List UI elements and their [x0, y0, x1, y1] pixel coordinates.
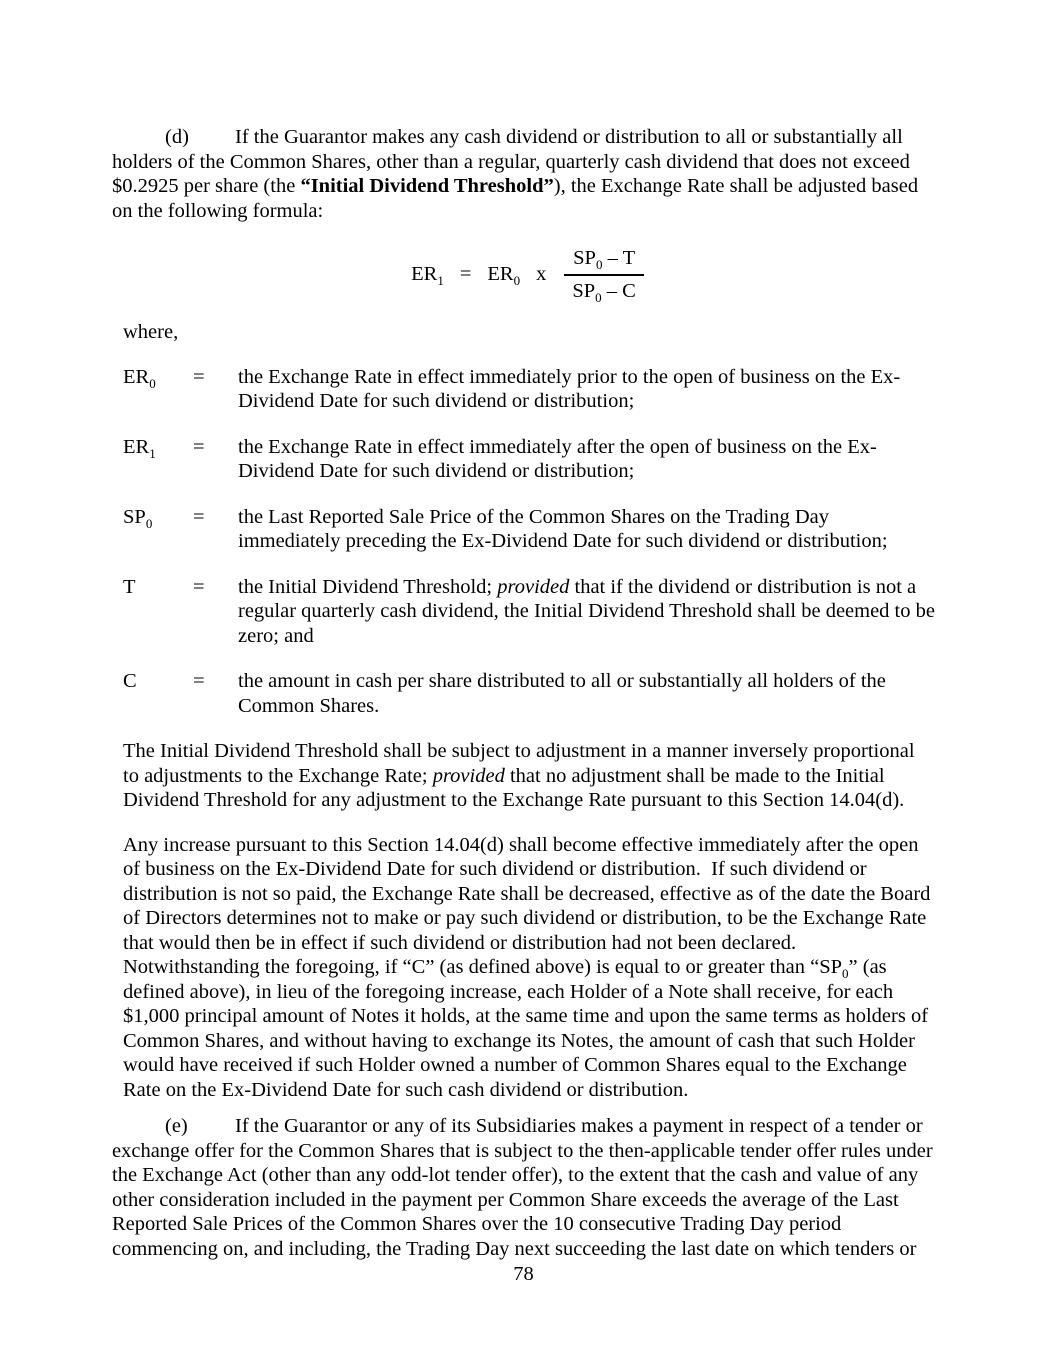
paragraph-e: [112, 1114, 935, 1261]
fraction-numerator: $SP_0$ – T: [564, 246, 644, 276]
page-number: 78: [513, 1263, 534, 1285]
definition-row-t: [123, 575, 935, 649]
definition-term: $SP_0$: [123, 505, 153, 531]
definition-row-er1: [123, 435, 935, 484]
formula-fraction: [564, 246, 644, 303]
definition-equals: =: [193, 575, 205, 598]
formula-lhs-subscript: 1: [437, 273, 444, 289]
paragraph-threshold-adjustment: The Initial Dividend Threshold shall be subject to adjustment in a manner inversely proportional to adjustments to the Exchange Rate; provided that no adjustment shall be made to the Initial Dividend Threshold for any adjustment to the Exchange Rate pursuant to this Section 14.04(d).: [123, 740, 915, 811]
formula-lhs: $ER_1$: [411, 263, 444, 289]
paragraph-d-label: (d): [165, 126, 189, 148]
fraction-denominator: $SP_0$ – C: [572, 279, 636, 305]
definition-term: $ER_1$: [123, 435, 156, 461]
definition-term: C: [123, 670, 137, 692]
provided-italic: provided: [497, 575, 570, 598]
definition-equals: =: [193, 435, 205, 458]
paragraph-e-text: If the Guarantor or any of its Subsidiaries makes a payment in respect of a tender or exchange offer for the Common Shares that is subject to the then-applicable tender offer rules under the Exchange Act (other than any odd-lot tender offer), to the extent that the cash and value of any other consideration included in the payment per Common Share exceeds the average of the Last Reported Sale Prices of the Common Shares over the 10 consecutive Trading Day period commencing on, and including, the Trading Day next succeeding the last date on which tenders or: [112, 1115, 933, 1260]
paragraph-any-increase: Any increase pursuant to this Section 14.04(d) shall become effective immediately after the open of business on the Ex-Dividend Date for such dividend or distribution. If such dividend or distribution is not so paid, the Exchange Rate shall be decreased, effective as of the date the Board of Directors determines not to make or pay such dividend or distribution, to be the Exchange Rate that would then be in effect if such dividend or distribution had not been declared. Notwithstanding the foregoing, if “C” (as defined above) is equal to or greater than “$SP_0$” (as defined above), in lieu of the foregoing increase, each Holder of a Note shall receive, for each $1,000 principal amount of Notes it holds, at the same time and upon the same terms as holders of Common Shares, and without having to exchange its Notes, the amount of cash that such Holder would have received if such Holder owned a number of Common Shares equal to the Exchange Rate on the Ex-Dividend Date for such cash dividend or distribution.: [123, 833, 931, 1101]
formula-times: x: [536, 263, 547, 286]
sp0-subscript: 0: [842, 966, 849, 982]
paragraph-d-bold-term: “Initial Dividend Threshold”: [300, 175, 554, 197]
formula-rhs: $ER_0$: [487, 263, 521, 289]
provided-italic: provided: [432, 764, 505, 787]
formula-row: [403, 246, 644, 303]
definition-text: the Exchange Rate in effect immediately prior to the open of business on the Ex-Dividend Date for such dividend or distribution;: [238, 365, 901, 412]
definition-term: $ER_0$: [123, 365, 156, 391]
exchange-rate-formula: [112, 246, 935, 303]
paragraph-e-label: (e): [165, 1115, 188, 1137]
definition-term: T: [123, 575, 136, 598]
definition-row-er0: [123, 365, 935, 414]
definition-text: the Exchange Rate in effect immediately after the open of business on the Ex-Dividend Date for such dividend or distribution;: [238, 435, 877, 482]
definition-equals: =: [193, 365, 205, 388]
definition-equals: =: [193, 670, 205, 692]
paragraph-d-text-1: If the Guarantor makes any cash dividend or distribution to all or substantially all holders of the Common Shares, other than a regular, quarterly cash dividend that does not exceed $0.2925 per share (the: [112, 126, 910, 197]
where-label: where,: [123, 321, 179, 343]
definition-row-c: [123, 669, 935, 718]
definition-text: the amount in cash per share distributed to all or substantially all holders of the Common Shares.: [238, 670, 886, 717]
definition-equals: =: [193, 505, 205, 528]
paragraph-d: [112, 125, 935, 223]
definition-text: the Initial Dividend Threshold; provided that if the dividend or distribution is not a regular quarterly cash dividend, the Initial Dividend Threshold shall be deemed to be zero; and: [238, 575, 935, 647]
definition-row-sp0: [123, 505, 935, 554]
formula-equals: =: [459, 263, 472, 286]
paragraph-d-text-2: ), the Exchange Rate shall be adjusted based on the following formula:: [112, 175, 919, 222]
definition-text: the Last Reported Sale Price of the Common Shares on the Trading Day immediately preceding the Ex-Dividend Date for such dividend or distribution;: [238, 505, 888, 552]
formula-rhs-subscript: 0: [513, 273, 521, 289]
